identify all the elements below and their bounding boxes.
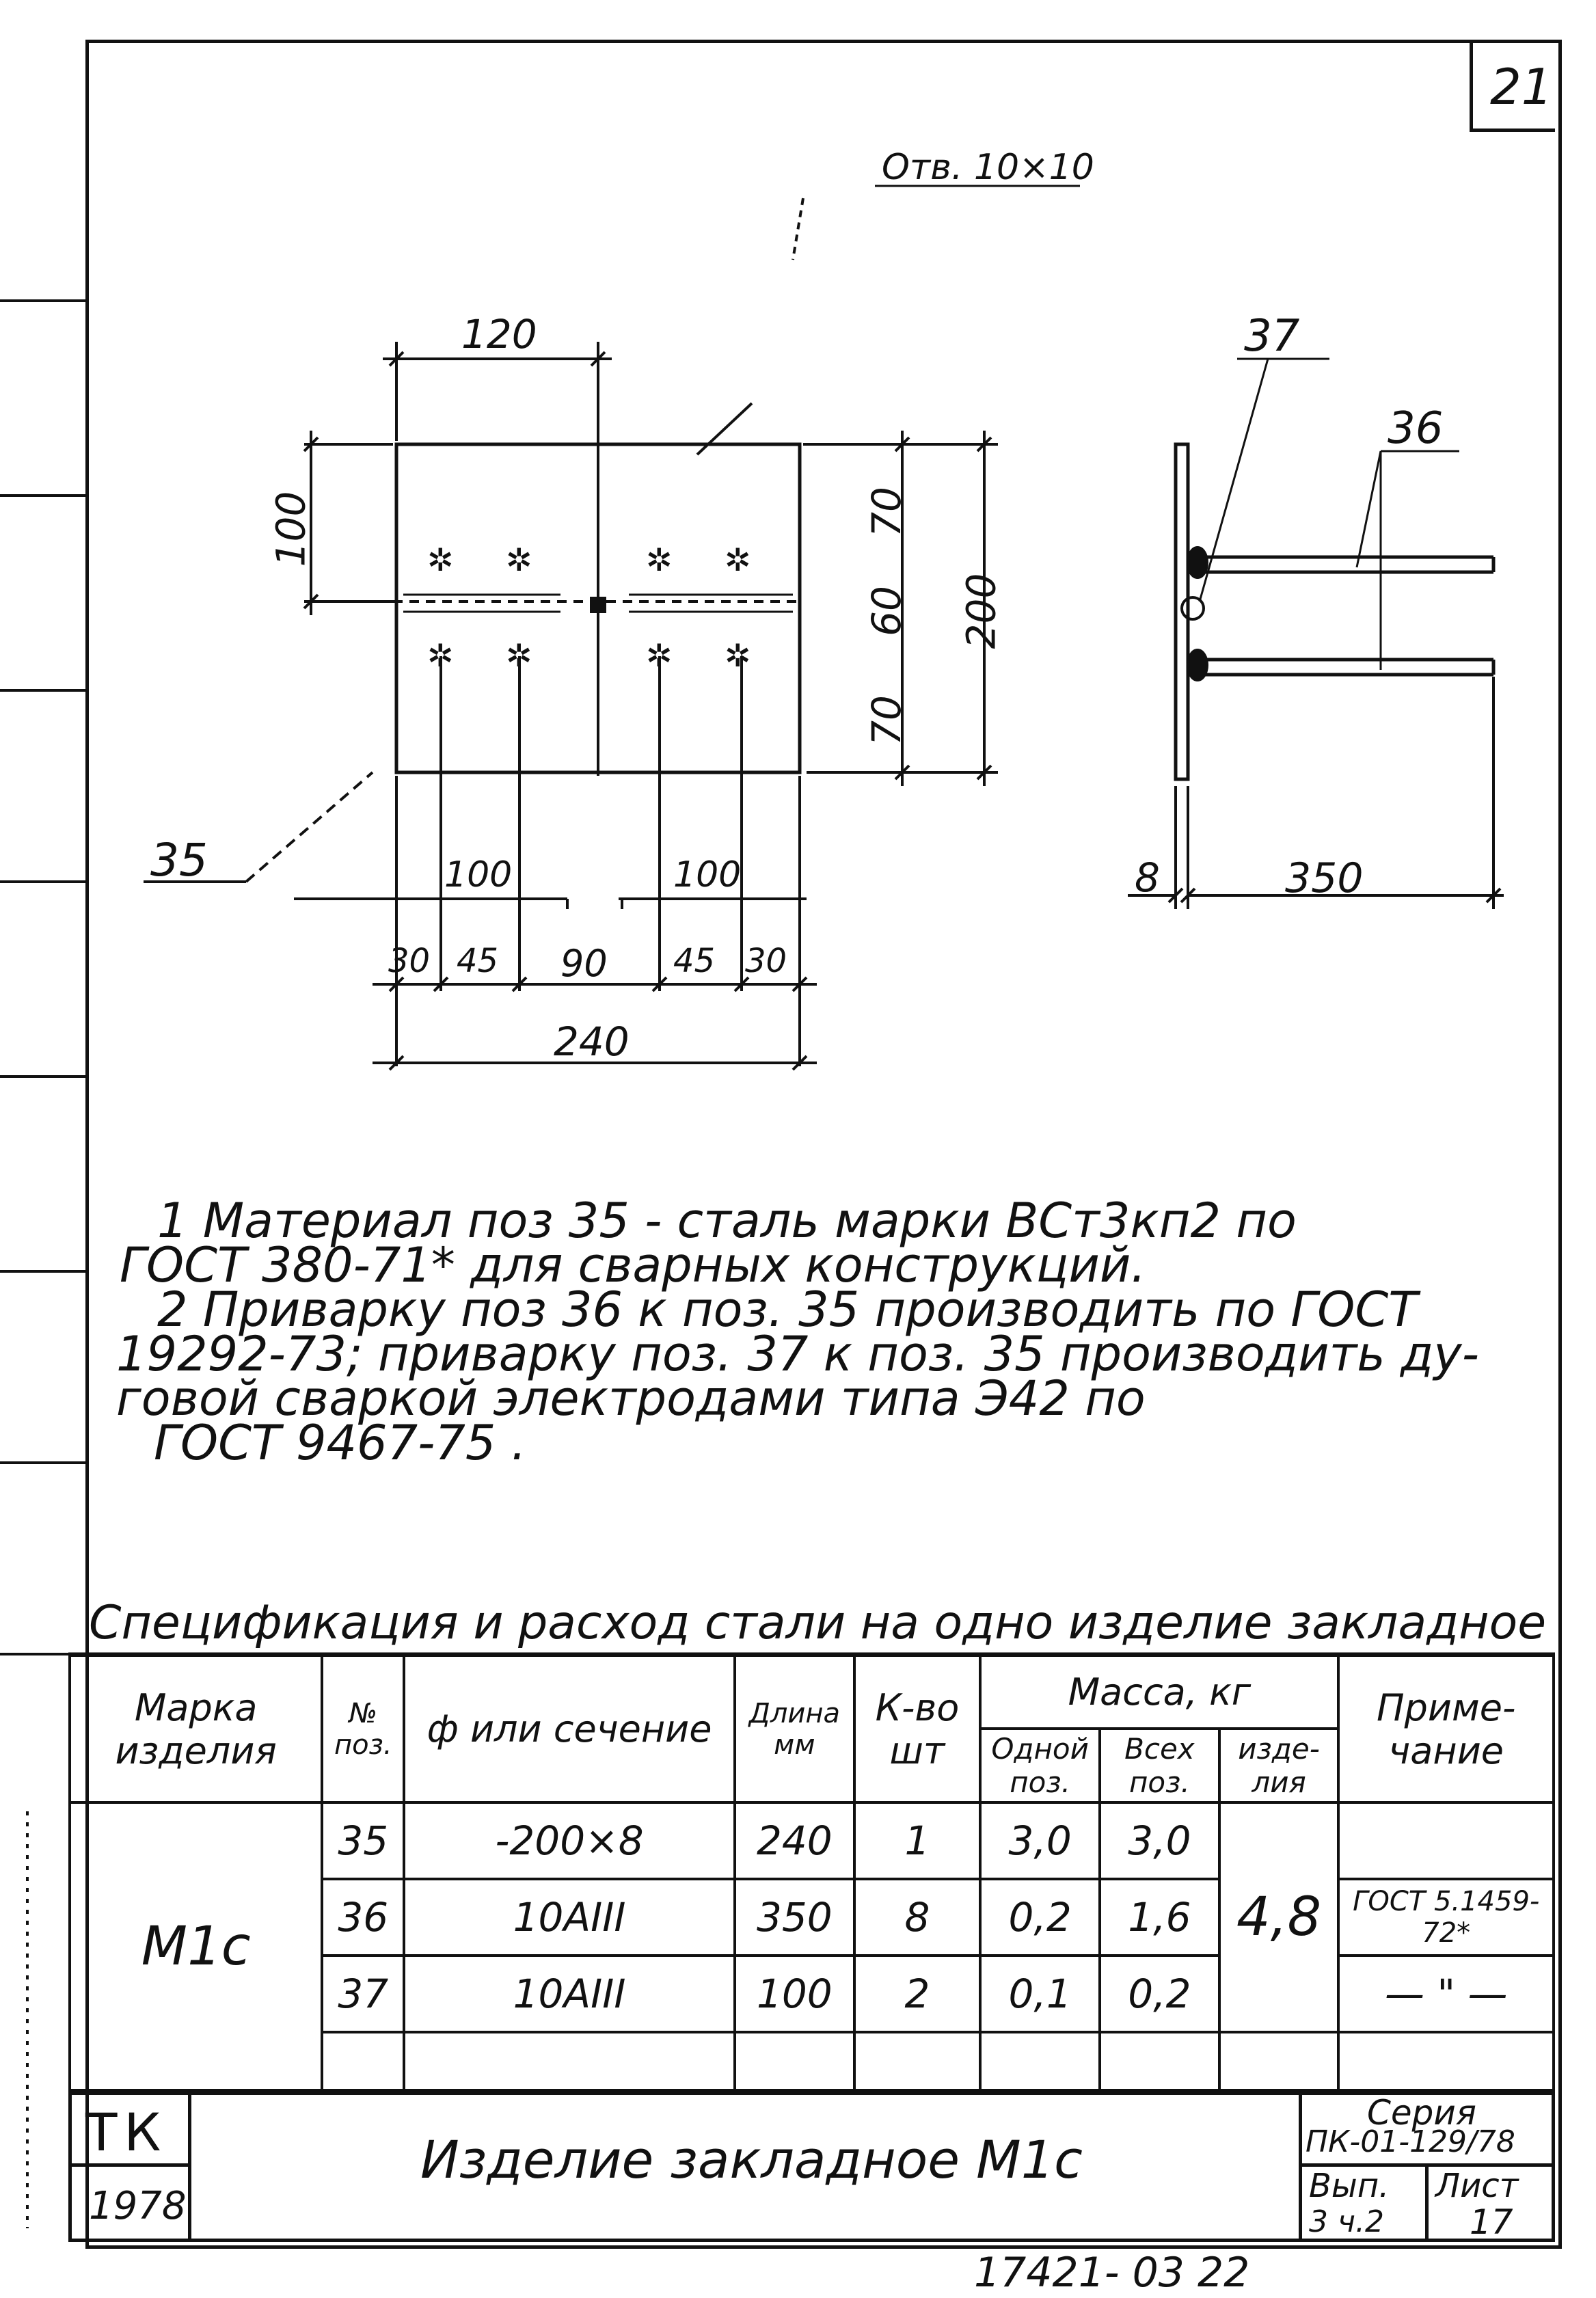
cell-empty [1338, 2032, 1554, 2090]
dim-120: 120 [461, 311, 537, 357]
dim-200: 200 [958, 573, 1005, 649]
issue-label: Вып. [1309, 2167, 1390, 2205]
dim-70-top: 70 [863, 487, 910, 537]
series-code: ПК-01-129/78 [1306, 2124, 1515, 2159]
dim-60: 60 [863, 586, 910, 636]
title-block-divider [68, 2163, 191, 2167]
dim-30-b: 30 [745, 942, 787, 980]
note-line-6: ГОСТ 9467-75 . [154, 1415, 526, 1471]
cell-empty [735, 2032, 854, 2090]
cell-note: ГОСТ 5.1459-72* [1338, 1879, 1554, 1956]
hdr-mass-all: Всех поз. [1100, 1729, 1219, 1803]
title-block-divider [1425, 2163, 1429, 2242]
hdr-length: Длина мм [735, 1655, 854, 1802]
hdr-mass: Масса, кг [980, 1655, 1338, 1729]
hdr-mass-item: изде-лия [1219, 1729, 1339, 1803]
cell-qty: 2 [854, 1956, 980, 2032]
dim-100-b: 100 [673, 854, 742, 895]
note-line-4: 19292-73; приварку поз. 37 к поз. 35 производить ду- [116, 1326, 1479, 1382]
svg-text:✲: ✲ [725, 541, 751, 578]
cell-empty [980, 2032, 1100, 2090]
cell-mark: М1с [70, 1802, 322, 2090]
note-line-2: ГОСТ 380-71* для сварных конструкций. [120, 1237, 1146, 1293]
sheet-label: Лист [1435, 2167, 1519, 2205]
pos-36-label: 36 [1388, 403, 1444, 454]
dim-100-left: 100 [267, 491, 314, 567]
sheet-value: 17 [1470, 2202, 1513, 2242]
cell-empty [1100, 2032, 1219, 2090]
hdr-mass-one: Одной поз. [980, 1729, 1100, 1803]
issue-value: 3 ч.2 [1309, 2204, 1384, 2239]
cell-empty [404, 2032, 735, 2090]
hdr-note: Приме-чание [1338, 1655, 1554, 1802]
title-block-divider [1299, 2092, 1302, 2242]
dim-70-bottom: 70 [863, 695, 910, 746]
cell-empty [854, 2032, 980, 2090]
hdr-section: ф или сечение [404, 1655, 735, 1802]
svg-text:✲: ✲ [506, 541, 532, 578]
pos-35-label: 35 [150, 834, 208, 887]
title-block-divider [188, 2092, 191, 2242]
cell-qty: 1 [854, 1802, 980, 1879]
year-label: 1978 [89, 2184, 187, 2228]
doc-title: Изделие закладное М1с [420, 2129, 1083, 2190]
spec-title: Спецификация и расход стали на одно изделие закладное [89, 1596, 1547, 1650]
svg-text:✲: ✲ [427, 637, 454, 674]
cell-empty [322, 2032, 404, 2090]
dim-45-b: 45 [673, 942, 716, 980]
cell-pos: 37 [322, 1956, 404, 2032]
cell-mass-one: 0,2 [980, 1879, 1100, 1956]
series-label: Серия [1367, 2093, 1476, 2133]
sheet-number: 21 [1490, 58, 1553, 116]
cell-pos: 35 [322, 1802, 404, 1879]
note-line-5: говой сваркой электродами типа Э42 по [116, 1370, 1146, 1427]
cell-mass-one: 0,1 [980, 1956, 1100, 2032]
dim-100-a: 100 [444, 854, 513, 895]
hdr-mark: Марка изделия [70, 1655, 322, 1802]
cell-mass-all: 0,2 [1100, 1956, 1219, 2032]
svg-text:✲: ✲ [646, 541, 673, 578]
org-label: ТК [85, 2102, 168, 2163]
footer-code: 17421- 03 22 [974, 2249, 1250, 2297]
svg-text:✲: ✲ [646, 637, 673, 674]
svg-text:✲: ✲ [506, 637, 532, 674]
note-line-3: 2 Приварку поз 36 к поз. 35 производить по ГОСТ [157, 1282, 1418, 1338]
svg-text:✲: ✲ [725, 637, 751, 674]
hdr-pos: № поз. [322, 1655, 404, 1802]
cell-section: 10АIII [404, 1879, 735, 1956]
cell-length: 350 [735, 1879, 854, 1956]
cell-section: 10АIII [404, 1956, 735, 2032]
dim-240: 240 [554, 1018, 630, 1065]
cell-section: -200×8 [404, 1802, 735, 1879]
cell-length: 100 [735, 1956, 854, 2032]
spec-table [68, 1654, 1555, 2092]
cell-length: 240 [735, 1802, 854, 1879]
cell-pos: 36 [322, 1879, 404, 1956]
hdr-qty: К-во шт [854, 1655, 980, 1802]
dim-350: 350 [1285, 854, 1364, 902]
cell-empty [1219, 2032, 1339, 2090]
cell-qty: 8 [854, 1879, 980, 1956]
cell-mass-one: 3,0 [980, 1802, 1100, 1879]
dim-90: 90 [560, 942, 608, 985]
cell-mass-all: 3,0 [1100, 1802, 1219, 1879]
note-line-1: 1 Материал поз 35 - сталь марки ВСт3кп2 по [157, 1193, 1297, 1249]
cell-note [1338, 1802, 1554, 1879]
pos-37-label: 37 [1244, 311, 1300, 362]
svg-text:✲: ✲ [427, 541, 454, 578]
dim-45-a: 45 [457, 942, 499, 980]
dim-8: 8 [1135, 854, 1160, 901]
dim-30-a: 30 [388, 942, 431, 980]
cell-mass-all: 1,6 [1100, 1879, 1219, 1956]
cell-item-mass: 4,8 [1219, 1802, 1339, 2032]
hole-callout: Отв. 10×10 [882, 147, 1094, 188]
cell-note: — " — [1338, 1956, 1554, 2032]
